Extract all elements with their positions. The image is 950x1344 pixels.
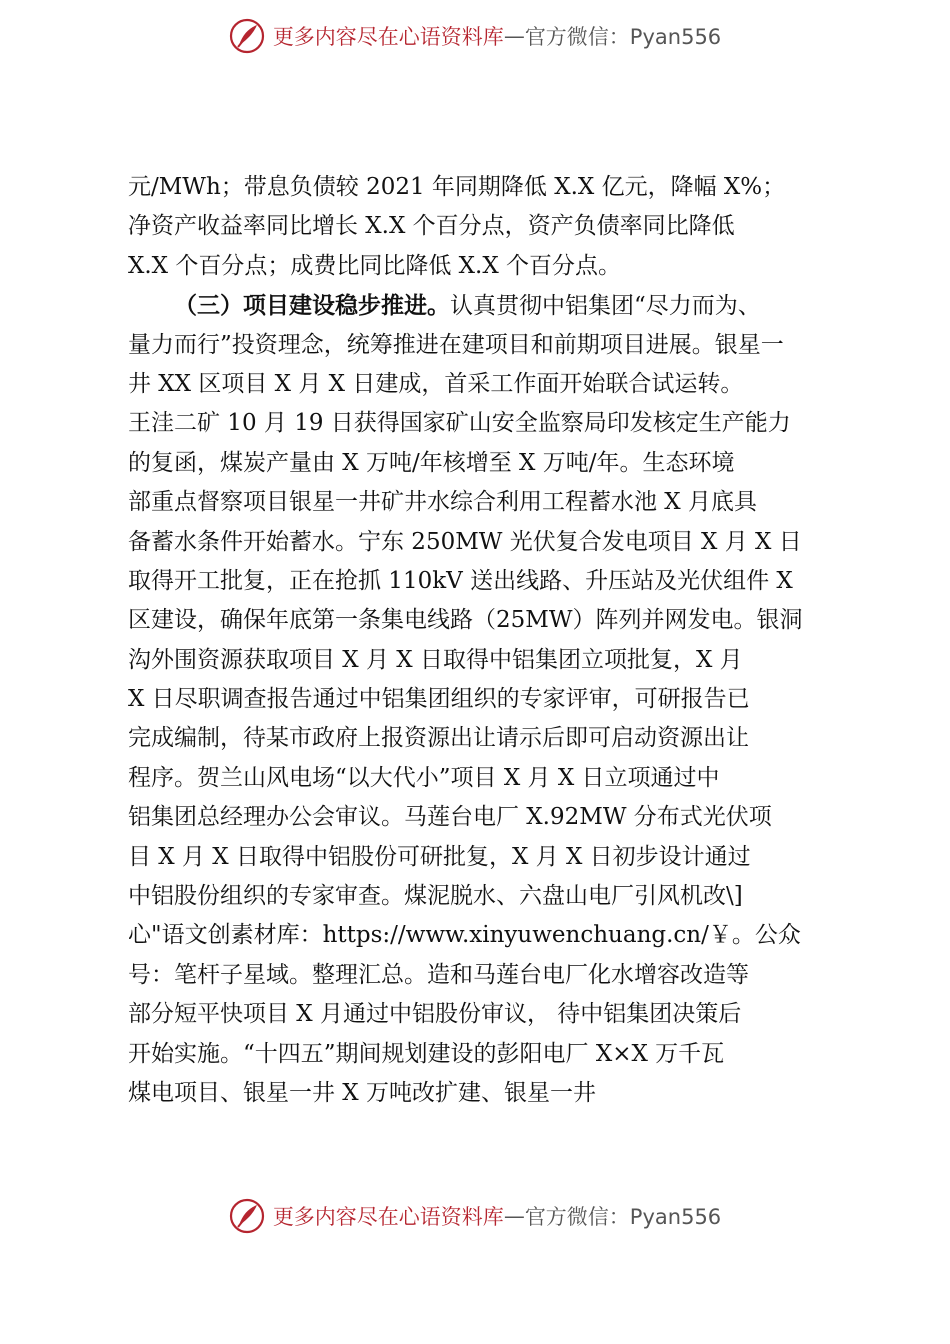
- text-line: 取得开工批复，正在抢抓 110kV 送出线路、升压站及光伏组件 X: [128, 567, 793, 594]
- text-line: 元/MWh；带息负债较 2021 年同期降低 X.X 亿元，降幅 X%；: [128, 174, 786, 200]
- text-line: 中铝股份组织的专家审查。煤泥脱水、六盘山电厂引风机改\]: [128, 883, 743, 910]
- text-line: 目 X 月 X 日取得中铝股份可研批复，X 月 X 日初步设计通过: [128, 843, 751, 870]
- text-line: 净资产收益率同比增长 X.X 个百分点，资产负债率同比降低: [128, 213, 735, 240]
- section-heading-line: [128, 286, 834, 325]
- text-line: 心"语文创素材库：https://www.xinyuwenchuang.cn/￥。公众: [128, 922, 801, 949]
- text-line: 沟外围资源获取项目 X 月 X 日取得中铝集团立项批复，X 月: [128, 646, 743, 673]
- text-line: 区建设，确保年底第一条集电线路（25MW）阵列并网发电。银洞: [128, 607, 803, 634]
- document-body: [128, 168, 834, 1113]
- text-line: 王洼二矿 10 月 19 日获得国家矿山安全监察局印发核定生产能力: [128, 410, 791, 437]
- feather-logo-icon: [229, 1198, 265, 1234]
- text-line: 煤电项目、银星一井 X 万吨改扩建、银星一井: [128, 1079, 596, 1106]
- text-line: 程序。贺兰山风电场“以大代小”项目 X 月 X 日立项通过中: [128, 764, 720, 791]
- text-line: 量力而行”投资理念，统筹推进在建项目和前期项目进展。银星一: [128, 331, 784, 358]
- text-line: 部重点督察项目银星一井矿井水综合利用工程蓄水池 X 月底具: [128, 489, 757, 516]
- text-line: 的复函，煤炭产量由 X 万吨/年核增至 X 万吨/年。生态环境: [128, 449, 735, 476]
- text-line: X.X 个百分点；成费比同比降低 X.X 个百分点。: [128, 252, 622, 279]
- banner-brand-text: 更多内容尽在心语资料库: [272, 1205, 504, 1229]
- banner-wechat-text: 官方微信：Pyan556: [524, 1205, 722, 1229]
- banner-wechat-text: 官方微信：Pyan556: [524, 25, 722, 49]
- text-line: 铝集团总经理办公会审议。马莲台电厂 X.92MW 分布式光伏项: [128, 804, 772, 831]
- feather-logo-icon: [229, 18, 265, 54]
- text-line: 号：笔杆子星域。整理汇总。造和马莲台电厂化水增容改造等: [128, 961, 749, 988]
- text-line: 井 XX 区项目 X 月 X 日建成，首采工作面开始联合试运转。: [128, 370, 744, 397]
- text-line: 备蓄水条件开始蓄水。宁东 250MW 光伏复合发电项目 X 月 X 日: [128, 528, 802, 555]
- section-heading: （三）项目建设稳步推进。: [174, 292, 450, 320]
- text-line: 部分短平快项目 X 月通过中铝股份审议， 待中铝集团决策后: [128, 1001, 742, 1028]
- footer-banner: [0, 1196, 950, 1236]
- header-banner: [0, 16, 950, 56]
- banner-dash: —: [503, 24, 525, 48]
- banner-dash: —: [503, 1204, 525, 1228]
- text-line: X 日尽职调查报告通过中铝集团组织的专家评审，可研报告已: [128, 686, 750, 713]
- banner-brand-text: 更多内容尽在心语资料库: [272, 25, 504, 49]
- text-line: 认真贯彻中铝集团“尽力而为、: [450, 293, 761, 320]
- text-line: 开始实施。“十四五”期间规划建设的彭阳电厂 X×X 万千瓦: [128, 1040, 725, 1067]
- text-line: 完成编制，待某市政府上报资源出让请示后即可启动资源出让: [128, 725, 749, 752]
